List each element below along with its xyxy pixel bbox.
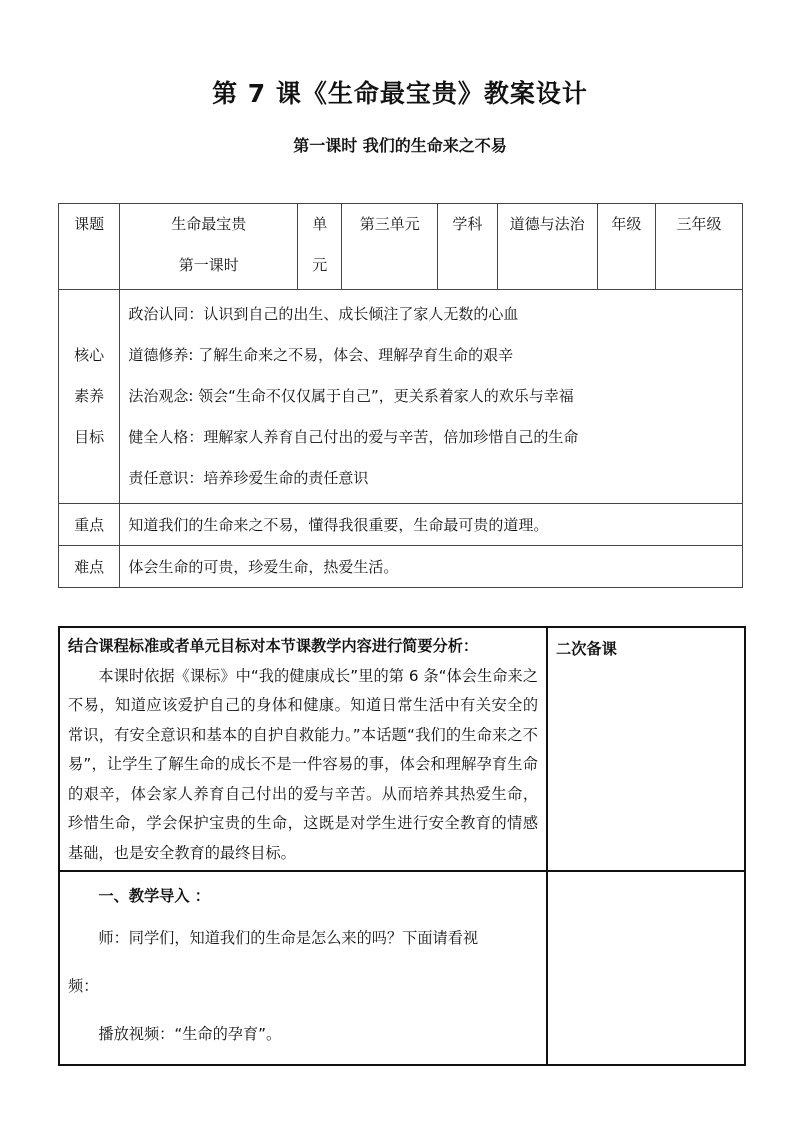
unit-value: 第三单元 (359, 215, 420, 233)
core-goals-cell (120, 290, 743, 504)
core-label-cell (59, 290, 120, 504)
second-prep-notes-cell[interactable] (547, 871, 745, 1065)
subject-label-cell (438, 204, 497, 290)
unit-label-1: 单 (312, 215, 328, 233)
core-goal-item: 责任意识：培养珍爱生命的责任意识 (128, 469, 369, 487)
difficult-label-cell (59, 546, 120, 588)
analysis-text: 本课时依据《课标》中“我的健康成长”里的第 6 条“体会生命来之不易，知道应该爱护自己的身体和健康。知道日常生活中有关安全的常识，有安全意识和基本的自护自救能力。”本话题“我们的生命来之不易”，让学生了解生命的成长不是一件容易的事，体会和理解孕育生命的艰辛，体会家人养育自己付出的爱与辛苦。从而培养其热爱生命，珍惜生命，学会保护宝贵的生命，这既是对学生进行安全教育的情感基础，也是安全教育的最终目标。 (68, 666, 538, 862)
teacher-line-1: 师：同学们，知道我们的生命是怎么来的吗？下面请看视 (98, 929, 479, 947)
topic-label: 课题 (74, 215, 105, 233)
topic-value-1: 生命最宝贵 (171, 215, 247, 233)
difficult-label: 难点 (74, 558, 105, 576)
core-label-1: 核心 (74, 346, 105, 364)
grade-value-cell (656, 204, 743, 290)
subject-value: 道德与法治 (509, 215, 585, 233)
topic-label-cell (59, 204, 120, 290)
video-line: 播放视频：“生命的孕育”。 (98, 1025, 282, 1043)
grade-label-cell (597, 204, 655, 290)
key-label: 重点 (74, 516, 105, 534)
grade-label: 年级 (611, 215, 642, 233)
key-value: 知道我们的生命来之不易，懂得我很重要，生命最可贵的道理。 (128, 516, 549, 534)
unit-value-cell (342, 204, 438, 290)
intro-section-cell (59, 871, 547, 1065)
page-subtitle: 第一课时 我们的生命来之不易 (293, 136, 507, 155)
difficult-value: 体会生命的可贵，珍爱生命，热爱生活。 (128, 558, 399, 576)
subject-label: 学科 (452, 215, 483, 233)
core-goal-item: 道德修养: 了解生命来之不易，体会、理解孕育生命的艰辛 (128, 346, 514, 364)
difficult-value-cell (120, 546, 743, 588)
section-heading: 一、教学导入 ： (98, 887, 210, 905)
key-value-cell (120, 504, 743, 546)
unit-label-2: 元 (312, 256, 328, 274)
core-label-2: 素养 (74, 387, 105, 405)
core-goal-item: 法治观念: 领会“生命不仅仅属于自己”，更关系着家人的欢乐与幸福 (128, 387, 574, 405)
second-prep-cell (547, 627, 745, 871)
topic-value-cell (120, 204, 298, 290)
teaching-plan-table (58, 626, 746, 1066)
core-goal-item: 健全人格：理解家人养育自己付出的爱与辛苦，倍加珍惜自己的生命 (128, 428, 579, 446)
lesson-info-table (58, 203, 743, 588)
subject-value-cell (497, 204, 597, 290)
analysis-cell (59, 627, 547, 871)
key-label-cell (59, 504, 120, 546)
core-label-3: 目标 (74, 428, 105, 446)
second-prep-label: 二次备课 (556, 640, 617, 658)
analysis-heading: 结合课程标准或者单元目标对本节课教学内容进行简要分析： (68, 637, 479, 655)
core-goal-item: 政治认同：认识到自己的出生、成长倾注了家人无数的心血 (128, 305, 519, 323)
unit-label-cell (298, 204, 342, 290)
topic-value-2: 第一课时 (178, 256, 239, 274)
teacher-line-2: 频： (68, 977, 99, 995)
page-title: 第 7 课《生命最宝贵》教案设计 (212, 79, 588, 108)
grade-value: 三年级 (676, 215, 722, 233)
